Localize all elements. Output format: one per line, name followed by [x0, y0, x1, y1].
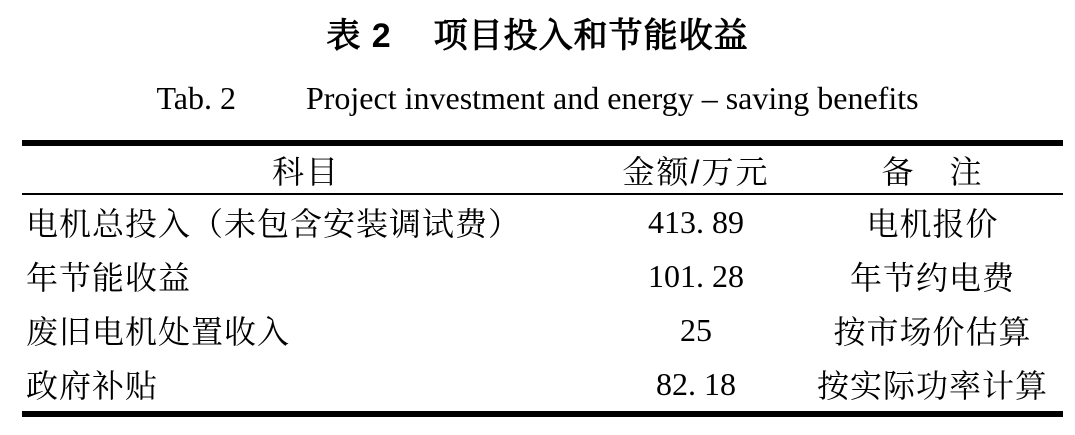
cell-note: 按实际功率计算 [816, 368, 1048, 404]
cell-amount: 101. 28 [648, 257, 744, 294]
caption-en-title: Project investment and energy – saving benefits [305, 80, 919, 116]
table-caption-en [0, 77, 1075, 119]
caption-zh-title: 项目投入和节能收益 [433, 17, 749, 55]
table-caption-zh [0, 17, 1075, 55]
table-row [22, 303, 1063, 357]
column-header-amount: 金额/万元 [590, 143, 802, 194]
column-header-item: 科目 [22, 143, 590, 194]
table-row [22, 194, 1063, 249]
table-row [22, 357, 1063, 414]
cell-item: 年节能收益 [26, 260, 192, 296]
table-header-row [22, 143, 1063, 194]
table-row [22, 249, 1063, 303]
cell-item: 政府补贴 [26, 368, 159, 404]
cell-note: 年节约电费 [849, 260, 1015, 296]
column-header-note: 备 注 [802, 143, 1063, 194]
cell-note: 电机报价 [866, 206, 999, 242]
caption-zh-number: 表 2 [326, 17, 392, 55]
cell-amount: 25 [680, 311, 712, 348]
cell-item: 废旧电机处置收入 [26, 314, 291, 350]
caption-en-number: Tab. 2 [156, 80, 236, 116]
benefits-table-container [22, 140, 1063, 417]
cell-amount: 82. 18 [656, 365, 736, 402]
cell-note: 按市场价估算 [833, 314, 1032, 350]
cell-item: 电机总投入（未包含安装调试费） [26, 206, 522, 242]
benefits-table [22, 140, 1063, 417]
cell-amount: 413. 89 [648, 203, 744, 240]
